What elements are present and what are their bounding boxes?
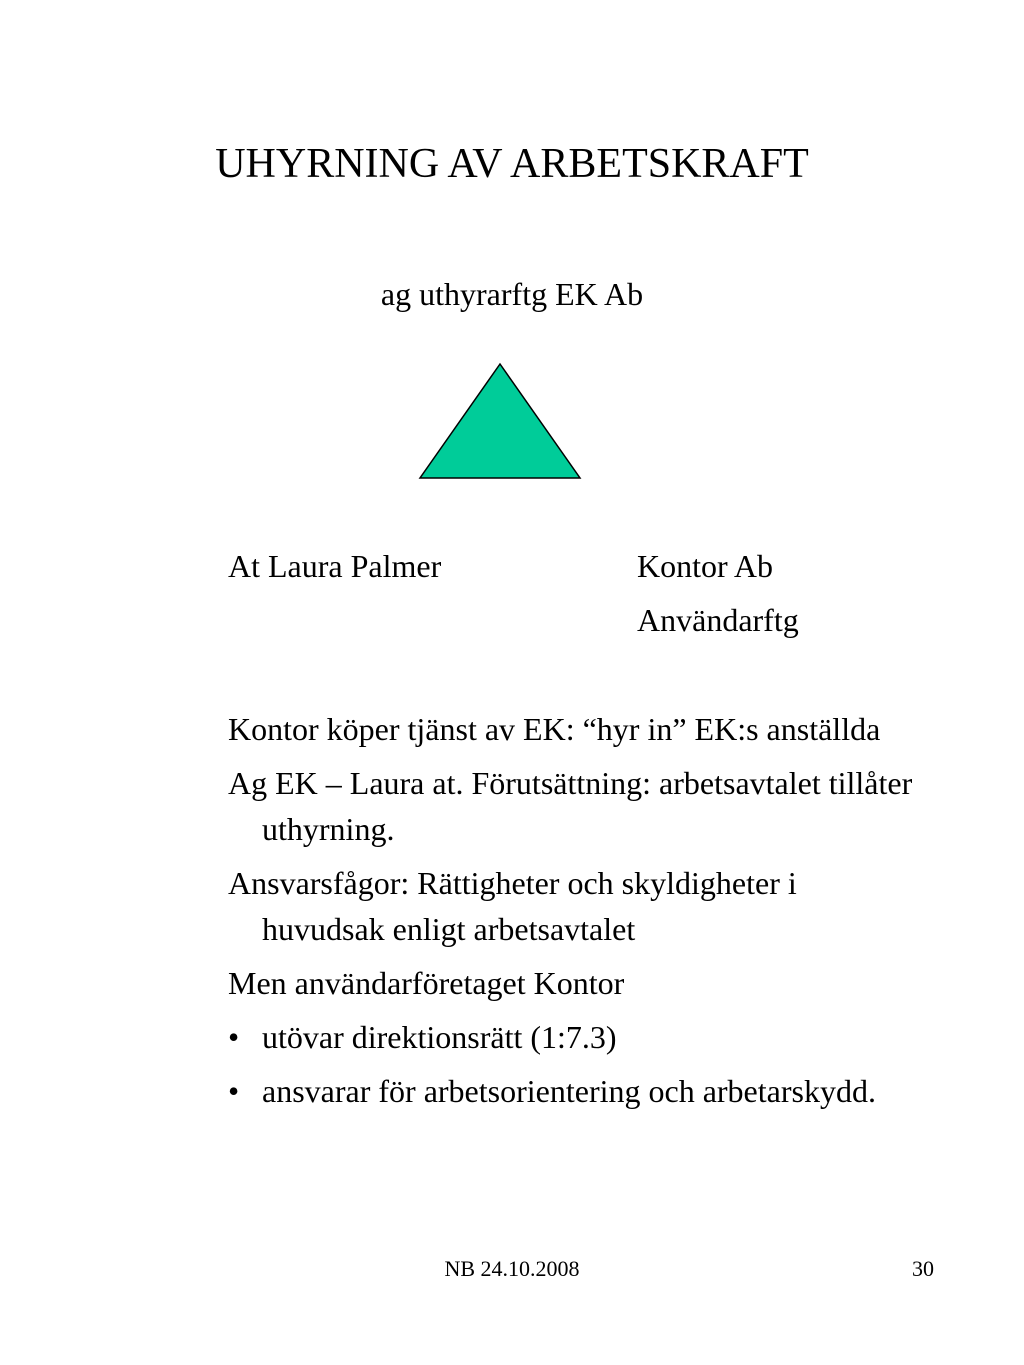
paragraph: Men användarföretaget Kontor [228,965,625,1001]
triangle-diagram [416,360,584,482]
footer-date: NB 24.10.2008 [444,1256,580,1281]
triangle-top-label: ag uthyrarftg EK Ab [380,276,644,312]
triangle-right-label: Kontor Ab [637,548,773,584]
slide-title: UHYRNING AV ARBETSKRAFT [215,141,809,187]
triangle-right-sublabel: Användarftg [637,602,799,638]
bullet-item [228,1014,918,1060]
bullet-text: ansvarar för arbetsorientering och arbetarskydd. [262,1073,876,1109]
triangle-left-label: At Laura Palmer [228,548,442,584]
paragraph: Kontor köper tjänst av EK: “hyr in” EK:s anställda [228,711,881,747]
paragraph: Ansvarsfågor: Rättigheter och skyldigheter i huvudsak enligt arbetsavtalet [228,865,797,947]
bullet-item [228,1068,918,1114]
triangle-shape [420,364,580,478]
bullet-text: utövar direktionsrätt (1:7.3) [262,1019,617,1055]
paragraph: Ag EK – Laura at. Förutsättning: arbetsavtalet tillåter uthyrning. [228,765,913,847]
page-number: 30 [912,1256,934,1281]
bullet-icon: • [228,1019,240,1055]
body-text [228,706,918,1122]
bullet-icon: • [228,1073,240,1109]
